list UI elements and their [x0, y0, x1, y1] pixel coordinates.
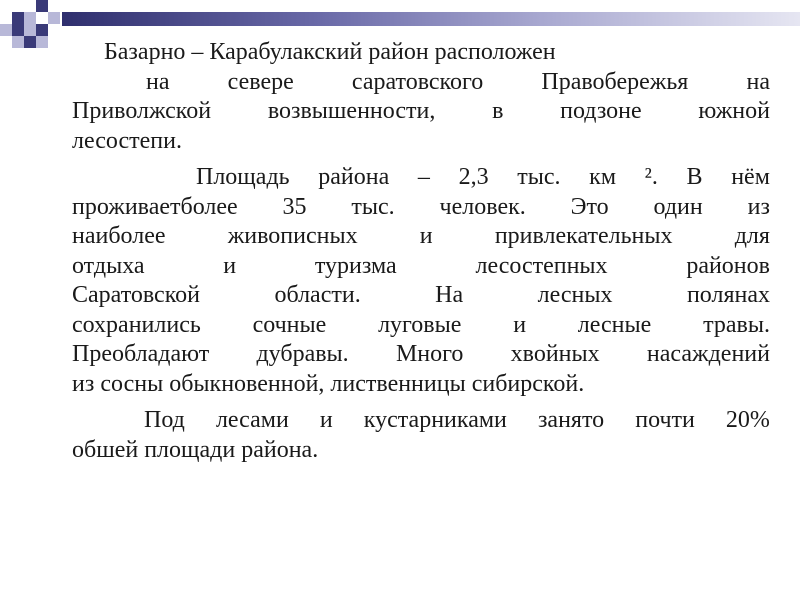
slide-title: Базарно – Карабулакский район расположен — [104, 39, 556, 65]
slide-body — [72, 38, 770, 465]
word: 35 — [282, 193, 307, 220]
word: ². — [644, 164, 658, 190]
p2-line5 — [72, 281, 770, 311]
word: привлекательных — [494, 223, 673, 249]
word: сочные — [252, 311, 327, 338]
word: хвойных — [510, 341, 600, 367]
word: и — [319, 407, 333, 433]
word: области. — [274, 282, 361, 308]
word: саратовского — [351, 68, 484, 95]
decor-square — [36, 24, 48, 36]
p1-line3: лесостепи. — [72, 127, 182, 154]
p3-line1 — [72, 406, 770, 436]
decor-square — [36, 36, 48, 48]
word: нём — [731, 164, 770, 190]
p2-line2 — [72, 193, 770, 223]
word: 2,3 — [458, 164, 489, 190]
word: травы. — [703, 311, 770, 338]
word: полянах — [686, 282, 770, 308]
word: лесные — [577, 311, 652, 338]
word: 20% — [725, 407, 770, 433]
word: районов — [686, 252, 770, 279]
word: Это — [570, 193, 609, 220]
word: из — [747, 193, 770, 220]
word: на — [746, 68, 770, 95]
word: лесами — [215, 407, 289, 433]
word: севере — [227, 68, 294, 95]
word: занято — [537, 407, 605, 433]
p3-line2: обшей площади района. — [72, 436, 319, 463]
decor-square — [48, 12, 60, 24]
word: Саратовской — [72, 282, 200, 308]
word: на — [146, 68, 170, 95]
word: в — [492, 98, 504, 124]
word: Преобладают — [72, 341, 210, 367]
decor-square — [24, 36, 36, 48]
word: км — [589, 164, 617, 190]
word: Правобережья — [541, 68, 689, 95]
word: лесостепных — [475, 252, 608, 279]
word: проживаетболее — [72, 193, 238, 220]
decor-square — [36, 0, 48, 12]
word: и — [513, 311, 527, 338]
word: южной — [698, 98, 770, 124]
p2-line4 — [72, 252, 770, 282]
word: и — [419, 223, 433, 249]
word: почти — [635, 407, 695, 433]
word: возвышенности, — [267, 98, 436, 124]
word: В — [686, 164, 703, 190]
word: тыс. — [517, 164, 561, 190]
p2-line6 — [72, 311, 770, 341]
word: один — [653, 193, 703, 220]
p2-line7 — [72, 340, 770, 370]
decor-square — [12, 12, 24, 24]
decor-square — [24, 24, 36, 36]
word: и — [223, 252, 237, 279]
p1-line2 — [72, 97, 770, 127]
word: луговые — [378, 311, 462, 338]
p2-line1 — [72, 163, 770, 193]
decor-square — [12, 36, 24, 48]
header-gradient-bar — [62, 12, 800, 26]
word: тыс. — [351, 193, 395, 220]
p1-line1 — [72, 68, 770, 98]
word: человек. — [439, 193, 526, 220]
word: лесных — [537, 282, 613, 308]
decor-square — [24, 12, 36, 24]
decor-square — [0, 24, 12, 36]
word: Площадь — [196, 164, 290, 190]
word: для — [734, 223, 770, 249]
p2-line8: из сосны обыкновенной, лиственницы сибирской. — [72, 370, 585, 397]
word: – — [417, 164, 430, 190]
word: дубравы. — [256, 341, 349, 367]
word: туризма — [314, 252, 397, 279]
decor-square — [12, 24, 24, 36]
p2-line3 — [72, 222, 770, 252]
word: живописных — [227, 223, 358, 249]
word: Много — [395, 341, 464, 367]
word: Приволжской — [72, 98, 212, 124]
word: кустарниками — [363, 407, 507, 433]
word: отдыха — [72, 252, 145, 279]
word: Под — [144, 407, 185, 433]
word: наиболее — [72, 223, 166, 249]
word: сохранились — [72, 311, 201, 338]
word: подзоне — [560, 98, 642, 124]
word: На — [435, 282, 464, 308]
word: района — [318, 164, 390, 190]
word: насаждений — [646, 341, 770, 367]
